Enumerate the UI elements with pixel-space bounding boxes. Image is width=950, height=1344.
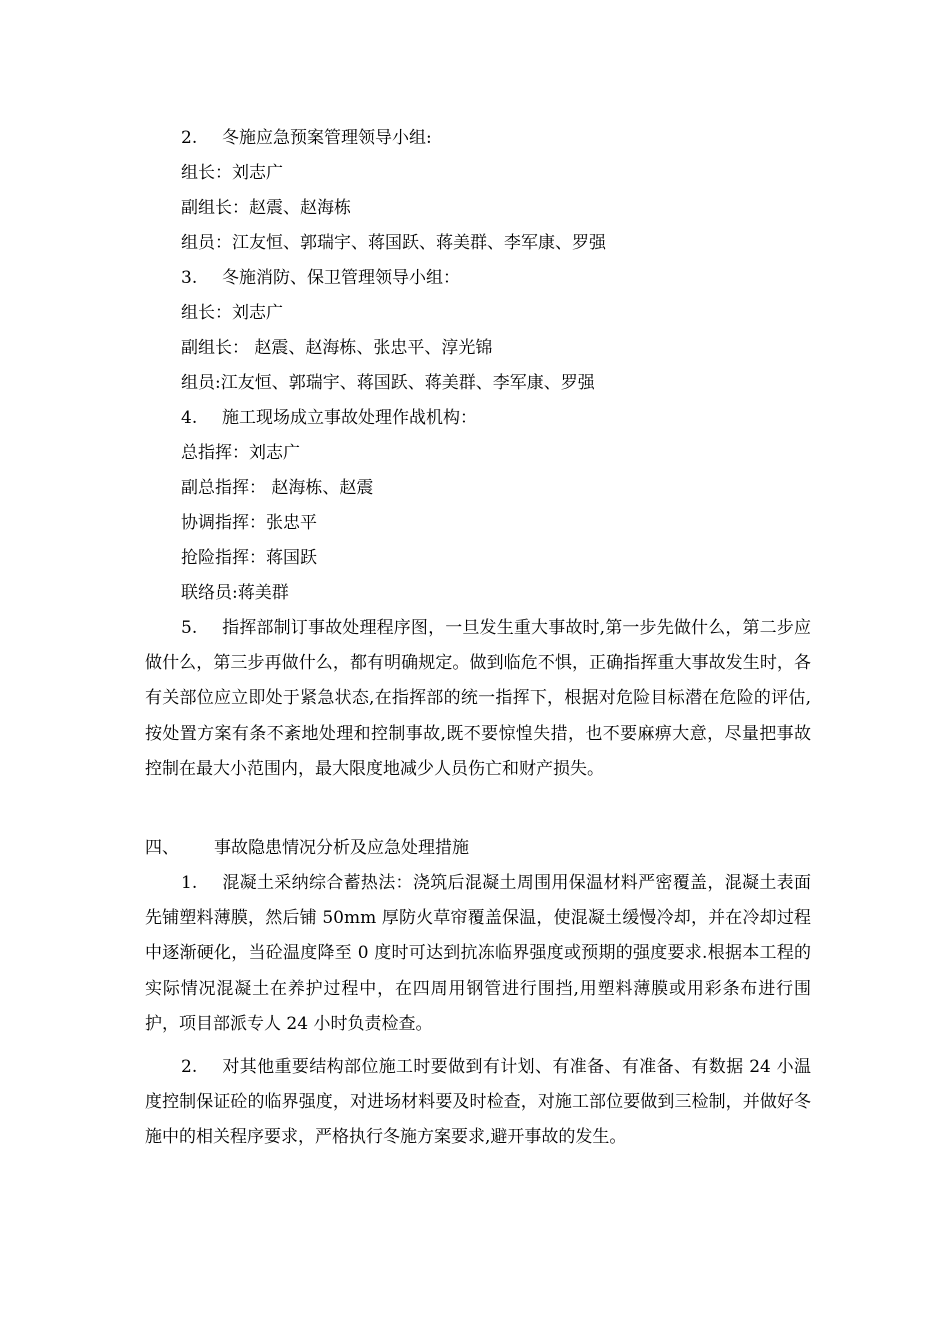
section-2-title: 冬施应急预案管理领导小组: — [222, 128, 432, 148]
section-4-coordinator: 协调指挥：张忠平 — [181, 513, 317, 533]
measure-2-number: 2. — [181, 1057, 198, 1077]
measure-1-number: 1. — [181, 873, 198, 893]
chapter-4-heading — [145, 837, 469, 859]
measure-2-paragraph — [145, 1050, 811, 1156]
section-2-heading — [181, 127, 432, 149]
section-4-rescue: 抢险指挥：蒋国跃 — [181, 548, 317, 568]
section-3-number: 3. — [181, 268, 198, 288]
section-4-title: 施工现场成立事故处理作战机构： — [222, 408, 477, 428]
section-3-leader: 组长：刘志广 — [181, 303, 283, 323]
section-4-number: 4. — [181, 408, 198, 428]
chapter-4-title: 事故隐患情况分析及应急处理措施 — [214, 838, 469, 858]
section-5-text: 指挥部制订事故处理程序图，一旦发生重大事故时,第一步先做什么，第二步应做什么，第三步再做什么，都有明确规定。做到临危不惧，正确指挥重大事故发生时，各有关部位应立即处于紧急状态,在指挥部的统一指挥下，根据对危险目标潜在危险的评估,按处置方案有条不紊地处理和控制事故,既不要惊惶失措，也不要麻痹大意，尽量把事故控制在最大小范围内，最大限度地减少人员伤亡和财产损失。 — [145, 618, 811, 779]
measure-1-text: 混凝土采纳综合蓄热法：浇筑后混凝土周围用保温材料严密覆盖，混凝土表面先铺塑料薄膜，然后铺 50mm 厚防火草帘覆盖保温，使混凝土缓慢冷却，并在冷却过程中逐渐硬化，当砼温度降至 0 度时可达到抗冻临界强度或预期的强度要求.根据本工程的实际情况混凝土在养护过程中，在四周用钢管进行围挡,用塑料薄膜或用彩条布进行围护，项目部派专人 24 小时负责检查。 — [145, 873, 811, 1034]
section-5-paragraph — [145, 611, 811, 787]
section-5-number: 5. — [181, 618, 198, 638]
section-4-heading — [181, 407, 477, 429]
section-2-number: 2. — [181, 128, 198, 148]
section-2-deputy: 副组长：赵震、赵海栋 — [181, 198, 351, 218]
section-2-members: 组员：江友恒、郭瑞宇、蒋国跃、蒋美群、李军康、罗强 — [181, 233, 606, 253]
section-3-title: 冬施消防、保卫管理领导小组： — [222, 268, 460, 288]
section-3-members: 组员:江友恒、郭瑞宇、蒋国跃、蒋美群、李军康、罗强 — [181, 373, 595, 393]
measure-1-paragraph — [145, 866, 811, 1042]
section-4-liaison: 联络员:蒋美群 — [181, 583, 289, 603]
section-2-leader: 组长：刘志广 — [181, 163, 283, 183]
section-4-deputy-commander: 副总指挥： 赵海栋、赵震 — [181, 478, 374, 498]
chapter-4-number: 四、 — [145, 838, 179, 858]
section-4-commander: 总指挥：刘志广 — [181, 443, 300, 463]
measure-2-text: 对其他重要结构部位施工时要做到有计划、有准备、有准备、有数据 24 小温度控制保证砼的临界强度，对进场材料要及时检查，对施工部位要做到三检制，并做好冬施中的相关程序要求，严格执行冬施方案要求,避开事故的发生。 — [145, 1057, 811, 1148]
section-3-heading — [181, 267, 460, 289]
section-3-deputy: 副组长： 赵震、赵海栋、张忠平、淳光锦 — [181, 338, 493, 358]
